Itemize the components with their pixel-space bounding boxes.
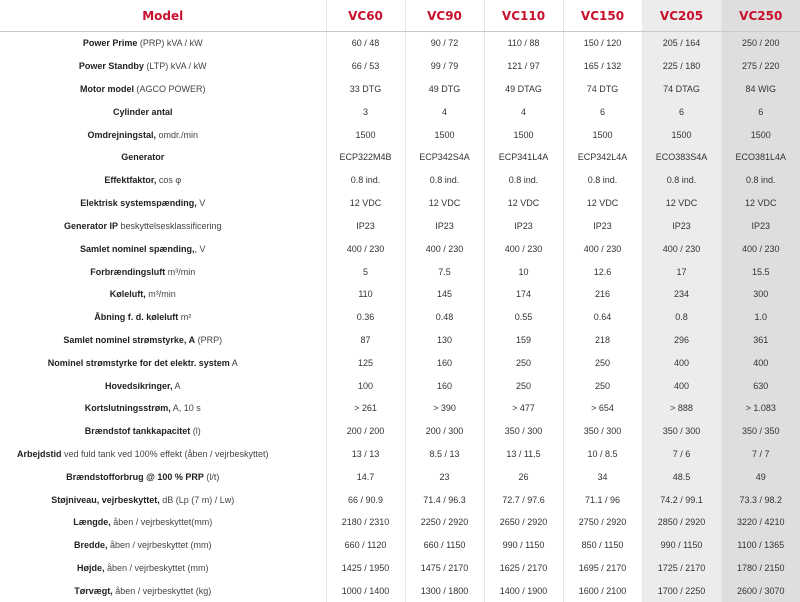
value-cell-vc250: 3220 / 4210 xyxy=(721,511,800,534)
row-label-detail: (l/t) xyxy=(204,472,220,482)
value-cell-vc60: 33 DTG xyxy=(326,78,405,101)
value-cell-vc150: 400 / 230 xyxy=(563,237,642,260)
value-cell-vc110: > 477 xyxy=(484,397,563,420)
value-cell-vc150: 6 xyxy=(563,100,642,123)
table-row xyxy=(0,283,800,306)
value-cell-vc110: 72.7 / 97.6 xyxy=(484,488,563,511)
value-cell-vc90: 7.5 xyxy=(405,260,484,283)
value-cell-vc250: 1100 / 1365 xyxy=(721,534,800,557)
value-cell-vc110: 350 / 300 xyxy=(484,420,563,443)
value-cell-vc205: 0.8 xyxy=(642,306,721,329)
value-cell-vc90: ECP342S4A xyxy=(405,146,484,169)
value-cell-vc90: 400 / 230 xyxy=(405,237,484,260)
value-cell-vc90: 0.8 ind. xyxy=(405,169,484,192)
value-cell-vc250: 300 xyxy=(721,283,800,306)
value-cell-vc205: 1725 / 2170 xyxy=(642,557,721,580)
value-cell-vc60: 1500 xyxy=(326,123,405,146)
value-cell-vc60: IP23 xyxy=(326,215,405,238)
value-cell-vc205: 74 DTAG xyxy=(642,78,721,101)
value-cell-vc60: 125 xyxy=(326,351,405,374)
value-cell-vc110: 2650 / 2920 xyxy=(484,511,563,534)
value-cell-vc90: 1300 / 1800 xyxy=(405,580,484,602)
value-cell-vc205: > 888 xyxy=(642,397,721,420)
header-model: VC250 xyxy=(721,0,800,32)
row-label-bold: Cylinder antal xyxy=(113,107,173,117)
row-label-bold: Power Standby xyxy=(79,61,144,71)
table-row xyxy=(0,100,800,123)
value-cell-vc250: 15.5 xyxy=(721,260,800,283)
table-row xyxy=(0,511,800,534)
value-cell-vc90: 1500 xyxy=(405,123,484,146)
value-cell-vc150: 250 xyxy=(563,351,642,374)
row-label-detail: dB (Lp (7 m) / Lw) xyxy=(160,495,235,505)
value-cell-vc150: 350 / 300 xyxy=(563,420,642,443)
header-model: VC205 xyxy=(642,0,721,32)
row-label-detail: A, 10 s xyxy=(171,403,201,413)
value-cell-vc250: 12 VDC xyxy=(721,192,800,215)
row-label-bold: Højde, xyxy=(77,563,105,573)
value-cell-vc250: 400 / 230 xyxy=(721,237,800,260)
row-label-detail: åben / vejrbeskyttet (mm) xyxy=(107,540,211,550)
value-cell-vc250: 361 xyxy=(721,329,800,352)
value-cell-vc110: 0.8 ind. xyxy=(484,169,563,192)
row-label-detail: (PRP) xyxy=(195,335,222,345)
value-cell-vc60: > 261 xyxy=(326,397,405,420)
row-label-detail: (AGCO POWER) xyxy=(134,84,206,94)
value-cell-vc110: 990 / 1150 xyxy=(484,534,563,557)
value-cell-vc110: 121 / 97 xyxy=(484,55,563,78)
value-cell-vc150: 0.64 xyxy=(563,306,642,329)
row-label-detail: m² xyxy=(178,312,191,322)
value-cell-vc205: IP23 xyxy=(642,215,721,238)
row-label-bold: Nominel strømstyrke for det elektr. system xyxy=(48,358,230,368)
value-cell-vc110: 174 xyxy=(484,283,563,306)
row-label-detail: (PRP) kVA / kW xyxy=(137,38,202,48)
value-cell-vc205: 12 VDC xyxy=(642,192,721,215)
value-cell-vc60: 66 / 53 xyxy=(326,55,405,78)
row-label xyxy=(0,534,326,557)
value-cell-vc250: 630 xyxy=(721,374,800,397)
value-cell-vc90: 4 xyxy=(405,100,484,123)
value-cell-vc150: 1695 / 2170 xyxy=(563,557,642,580)
table-row xyxy=(0,146,800,169)
row-label xyxy=(0,557,326,580)
value-cell-vc205: 400 xyxy=(642,351,721,374)
value-cell-vc110: ECP341L4A xyxy=(484,146,563,169)
row-label-bold: Tørvægt, xyxy=(74,586,113,596)
value-cell-vc110: IP23 xyxy=(484,215,563,238)
value-cell-vc90: 160 xyxy=(405,374,484,397)
value-cell-vc90: 12 VDC xyxy=(405,192,484,215)
value-cell-vc150: 10 / 8.5 xyxy=(563,443,642,466)
value-cell-vc110: 1625 / 2170 xyxy=(484,557,563,580)
value-cell-vc205: 48.5 xyxy=(642,465,721,488)
value-cell-vc250: 2600 / 3070 xyxy=(721,580,800,602)
value-cell-vc150: 165 / 132 xyxy=(563,55,642,78)
row-label-bold: Åbning f. d. køleluft xyxy=(94,312,178,322)
row-label xyxy=(0,55,326,78)
row-label-bold: Bredde, xyxy=(74,540,108,550)
value-cell-vc110: 400 / 230 xyxy=(484,237,563,260)
value-cell-vc60: 1000 / 1400 xyxy=(326,580,405,602)
value-cell-vc110: 49 DTAG xyxy=(484,78,563,101)
header-model: VC90 xyxy=(405,0,484,32)
value-cell-vc205: 400 xyxy=(642,374,721,397)
row-label xyxy=(0,329,326,352)
value-cell-vc90: 145 xyxy=(405,283,484,306)
row-label-bold: Elektrisk systemspænding, xyxy=(80,198,197,208)
value-cell-vc205: 400 / 230 xyxy=(642,237,721,260)
table-row xyxy=(0,215,800,238)
row-label xyxy=(0,123,326,146)
value-cell-vc250: 400 xyxy=(721,351,800,374)
row-label-detail: omdr./min xyxy=(156,130,198,140)
row-label xyxy=(0,374,326,397)
row-label-bold: Samlet nominel strømstyrke, A xyxy=(63,335,195,345)
value-cell-vc150: 12 VDC xyxy=(563,192,642,215)
value-cell-vc90: 71.4 / 96.3 xyxy=(405,488,484,511)
value-cell-vc60: 0.8 ind. xyxy=(326,169,405,192)
row-label xyxy=(0,465,326,488)
table-row xyxy=(0,420,800,443)
table-row xyxy=(0,260,800,283)
value-cell-vc90: 130 xyxy=(405,329,484,352)
header-model: VC150 xyxy=(563,0,642,32)
row-label xyxy=(0,283,326,306)
value-cell-vc250: 1500 xyxy=(721,123,800,146)
value-cell-vc250: 1780 / 2150 xyxy=(721,557,800,580)
value-cell-vc250: 7 / 7 xyxy=(721,443,800,466)
row-label xyxy=(0,580,326,602)
table-row xyxy=(0,443,800,466)
value-cell-vc60: 2180 / 2310 xyxy=(326,511,405,534)
value-cell-vc150: 12.6 xyxy=(563,260,642,283)
value-cell-vc205: 2850 / 2920 xyxy=(642,511,721,534)
value-cell-vc90: IP23 xyxy=(405,215,484,238)
value-cell-vc250: ECO381L4A xyxy=(721,146,800,169)
value-cell-vc150: ECP342L4A xyxy=(563,146,642,169)
row-label xyxy=(0,420,326,443)
table-row xyxy=(0,465,800,488)
row-label-bold: Længde, xyxy=(73,517,111,527)
value-cell-vc110: 110 / 88 xyxy=(484,32,563,55)
table-row xyxy=(0,488,800,511)
value-cell-vc205: 205 / 164 xyxy=(642,32,721,55)
value-cell-vc150: 34 xyxy=(563,465,642,488)
row-label-bold: Køleluft, xyxy=(110,289,146,299)
table-row xyxy=(0,32,800,55)
value-cell-vc90: 23 xyxy=(405,465,484,488)
value-cell-vc110: 12 VDC xyxy=(484,192,563,215)
row-label-bold: Power Prime xyxy=(83,38,138,48)
table-row xyxy=(0,557,800,580)
value-cell-vc150: 216 xyxy=(563,283,642,306)
table-row xyxy=(0,329,800,352)
row-label-detail: (LTP) kVA / kW xyxy=(144,61,207,71)
value-cell-vc205: 1700 / 2250 xyxy=(642,580,721,602)
table-row xyxy=(0,534,800,557)
value-cell-vc90: 49 DTG xyxy=(405,78,484,101)
row-label-detail: m³/min xyxy=(165,267,195,277)
row-label-detail: m³/min xyxy=(146,289,176,299)
row-label-bold: Generator xyxy=(121,152,164,162)
value-cell-vc60: 3 xyxy=(326,100,405,123)
value-cell-vc60: ECP322M4B xyxy=(326,146,405,169)
row-label xyxy=(0,237,326,260)
value-cell-vc90: 2250 / 2920 xyxy=(405,511,484,534)
row-label-detail: ved fuld tank ved 100% effekt (åben / vejrbeskyttet) xyxy=(62,449,269,459)
value-cell-vc60: 66 / 90.9 xyxy=(326,488,405,511)
value-cell-vc150: 0.8 ind. xyxy=(563,169,642,192)
table-row xyxy=(0,169,800,192)
value-cell-vc150: 1600 / 2100 xyxy=(563,580,642,602)
value-cell-vc150: 1500 xyxy=(563,123,642,146)
value-cell-vc60: 12 VDC xyxy=(326,192,405,215)
value-cell-vc110: 4 xyxy=(484,100,563,123)
value-cell-vc150: 218 xyxy=(563,329,642,352)
row-label-bold: Kortslutningsstrøm, xyxy=(85,403,171,413)
value-cell-vc250: 84 WIG xyxy=(721,78,800,101)
spec-header xyxy=(0,0,800,32)
value-cell-vc110: 10 xyxy=(484,260,563,283)
row-label xyxy=(0,100,326,123)
table-row xyxy=(0,351,800,374)
value-cell-vc250: 73.3 / 98.2 xyxy=(721,488,800,511)
value-cell-vc150: 71.1 / 96 xyxy=(563,488,642,511)
row-label-detail: åben / vejrbeskyttet(mm) xyxy=(111,517,213,527)
value-cell-vc110: 26 xyxy=(484,465,563,488)
header-row xyxy=(0,0,800,32)
value-cell-vc90: 99 / 79 xyxy=(405,55,484,78)
table-row xyxy=(0,237,800,260)
table-row xyxy=(0,397,800,420)
value-cell-vc250: 275 / 220 xyxy=(721,55,800,78)
row-label xyxy=(0,397,326,420)
value-cell-vc90: 200 / 300 xyxy=(405,420,484,443)
value-cell-vc110: 0.55 xyxy=(484,306,563,329)
value-cell-vc250: > 1.083 xyxy=(721,397,800,420)
row-label-detail: åben / vejrbeskyttet (mm) xyxy=(104,563,208,573)
value-cell-vc60: 5 xyxy=(326,260,405,283)
spec-body xyxy=(0,32,800,602)
value-cell-vc60: 200 / 200 xyxy=(326,420,405,443)
value-cell-vc90: 0.48 xyxy=(405,306,484,329)
row-label-bold: Motor model xyxy=(80,84,134,94)
value-cell-vc110: 1500 xyxy=(484,123,563,146)
row-label xyxy=(0,443,326,466)
value-cell-vc205: 7 / 6 xyxy=(642,443,721,466)
row-label-detail: V xyxy=(197,198,206,208)
value-cell-vc60: 60 / 48 xyxy=(326,32,405,55)
value-cell-vc250: 250 / 200 xyxy=(721,32,800,55)
row-label-detail: beskyttelsesklassificering xyxy=(118,221,222,231)
value-cell-vc205: 990 / 1150 xyxy=(642,534,721,557)
table-row xyxy=(0,78,800,101)
value-cell-vc90: 160 xyxy=(405,351,484,374)
row-label-bold: Effektfaktor, xyxy=(104,175,156,185)
value-cell-vc110: 250 xyxy=(484,374,563,397)
value-cell-vc60: 400 / 230 xyxy=(326,237,405,260)
value-cell-vc150: 850 / 1150 xyxy=(563,534,642,557)
row-label xyxy=(0,260,326,283)
row-label xyxy=(0,215,326,238)
value-cell-vc250: IP23 xyxy=(721,215,800,238)
value-cell-vc90: > 390 xyxy=(405,397,484,420)
row-label xyxy=(0,306,326,329)
table-row xyxy=(0,580,800,602)
value-cell-vc250: 6 xyxy=(721,100,800,123)
value-cell-vc110: 13 / 11.5 xyxy=(484,443,563,466)
row-label xyxy=(0,192,326,215)
value-cell-vc205: 296 xyxy=(642,329,721,352)
value-cell-vc205: 225 / 180 xyxy=(642,55,721,78)
table-row xyxy=(0,374,800,397)
value-cell-vc205: 6 xyxy=(642,100,721,123)
value-cell-vc205: ECO383S4A xyxy=(642,146,721,169)
row-label xyxy=(0,488,326,511)
value-cell-vc60: 1425 / 1950 xyxy=(326,557,405,580)
value-cell-vc250: 49 xyxy=(721,465,800,488)
value-cell-vc110: 250 xyxy=(484,351,563,374)
value-cell-vc90: 1475 / 2170 xyxy=(405,557,484,580)
row-label xyxy=(0,146,326,169)
value-cell-vc205: 17 xyxy=(642,260,721,283)
row-label-detail: cos φ xyxy=(156,175,181,185)
row-label-bold: Samlet nominel spænding, xyxy=(80,244,195,254)
row-label-detail: (l) xyxy=(190,426,201,436)
row-label-bold: Brændstofforbrug @ 100 % PRP xyxy=(66,472,204,482)
row-label xyxy=(0,32,326,55)
value-cell-vc90: 660 / 1150 xyxy=(405,534,484,557)
value-cell-vc60: 87 xyxy=(326,329,405,352)
value-cell-vc60: 0.36 xyxy=(326,306,405,329)
header-model-label: Model xyxy=(0,0,326,32)
row-label xyxy=(0,169,326,192)
row-label-bold: Arbejdstid xyxy=(17,449,62,459)
row-label-bold: Generator IP xyxy=(64,221,118,231)
row-label-detail: A xyxy=(230,358,238,368)
row-label-bold: Forbrændingsluft xyxy=(90,267,165,277)
value-cell-vc60: 660 / 1120 xyxy=(326,534,405,557)
value-cell-vc110: 159 xyxy=(484,329,563,352)
row-label-detail: A xyxy=(173,381,181,391)
value-cell-vc150: IP23 xyxy=(563,215,642,238)
row-label xyxy=(0,511,326,534)
value-cell-vc205: 234 xyxy=(642,283,721,306)
header-model: VC110 xyxy=(484,0,563,32)
value-cell-vc205: 74.2 / 99.1 xyxy=(642,488,721,511)
value-cell-vc150: 150 / 120 xyxy=(563,32,642,55)
value-cell-vc60: 14.7 xyxy=(326,465,405,488)
value-cell-vc150: 74 DTG xyxy=(563,78,642,101)
value-cell-vc250: 350 / 350 xyxy=(721,420,800,443)
row-label xyxy=(0,78,326,101)
value-cell-vc60: 13 / 13 xyxy=(326,443,405,466)
row-label-detail: åben / vejrbeskyttet (kg) xyxy=(113,586,212,596)
table-row xyxy=(0,306,800,329)
value-cell-vc150: 2750 / 2920 xyxy=(563,511,642,534)
row-label-bold: Hovedsikringer, xyxy=(105,381,173,391)
value-cell-vc110: 1400 / 1900 xyxy=(484,580,563,602)
value-cell-vc250: 0.8 ind. xyxy=(721,169,800,192)
value-cell-vc150: 250 xyxy=(563,374,642,397)
row-label xyxy=(0,351,326,374)
value-cell-vc205: 0.8 ind. xyxy=(642,169,721,192)
value-cell-vc150: > 654 xyxy=(563,397,642,420)
value-cell-vc60: 110 xyxy=(326,283,405,306)
value-cell-vc250: 1.0 xyxy=(721,306,800,329)
row-label-bold: Omdrejningstal, xyxy=(87,130,156,140)
value-cell-vc90: 90 / 72 xyxy=(405,32,484,55)
row-label-detail: , V xyxy=(195,244,206,254)
row-label-bold: Støjniveau, vejrbeskyttet, xyxy=(51,495,160,505)
header-model: VC60 xyxy=(326,0,405,32)
value-cell-vc60: 100 xyxy=(326,374,405,397)
value-cell-vc90: 8.5 / 13 xyxy=(405,443,484,466)
table-row xyxy=(0,123,800,146)
table-row xyxy=(0,55,800,78)
value-cell-vc205: 1500 xyxy=(642,123,721,146)
table-row xyxy=(0,192,800,215)
value-cell-vc205: 350 / 300 xyxy=(642,420,721,443)
row-label-bold: Brændstof tankkapacitet xyxy=(85,426,191,436)
